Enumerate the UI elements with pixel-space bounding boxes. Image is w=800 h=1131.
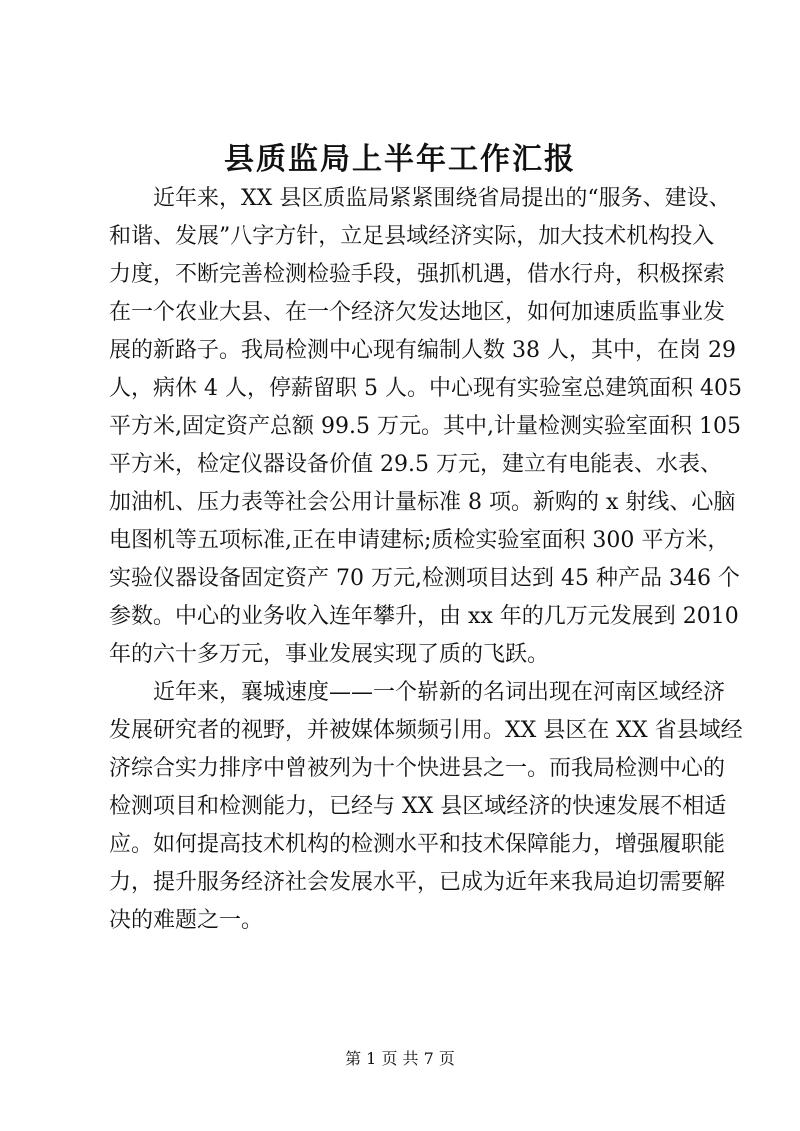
text-line: 力，提升服务经济社会发展水平，已成为近年来我局迫切需要解 <box>109 870 726 895</box>
paragraph <box>109 180 742 674</box>
text-line: 应。如何提高技术机构的检测水平和技术保障能力，增强履职能 <box>109 832 726 857</box>
text-line: 在一个农业大县、在一个经济欠发达地区，如何加速质监事业发 <box>109 300 726 325</box>
text-line: 年的六十多万元，事业发展实现了质的飞跃。 <box>109 642 550 667</box>
text-line: 检测项目和检测能力，已经与 XX 县区域经济的快速发展不相适 <box>109 794 727 819</box>
text-line: 力度，不断完善检测检验手段，强抓机遇，借水行舟，积极探索 <box>109 262 726 287</box>
paragraph <box>109 674 743 940</box>
text-line: 电图机等五项标准,正在申请建标;质检实验室面积 300 平方米， <box>109 528 730 553</box>
text-line: 人，病休 4 人，停薪留职 5 人。中心现有实验室总建筑面积 405 <box>109 376 742 401</box>
document-body <box>109 180 743 940</box>
text-line: 加油机、压力表等社会公用计量标准 8 项。新购的 x 射线、心脑 <box>109 490 736 515</box>
text-line: 济综合实力排序中曾被列为十个快进县之一。而我局检测中心的 <box>109 756 726 781</box>
text-line: 近年来，XX 县区质监局紧紧围绕省局提出的“服务、建设、 <box>153 186 731 211</box>
text-line: 近年来，襄城速度——一个崭新的名词出现在河南区域经济 <box>153 680 726 705</box>
text-line: 和谐、发展”八字方针，立足县域经济实际，加大技术机构投入 <box>109 224 715 249</box>
text-line: 决的难题之一。 <box>109 908 264 933</box>
text-line: 展的新路子。我局检测中心现有编制人数 38 人，其中，在岗 29 <box>109 338 736 363</box>
text-line: 平方米,固定资产总额 99.5 万元。其中,计量检测实验室面积 105 <box>109 414 741 439</box>
text-line: 实验仪器设备固定资产 70 万元,检测项目达到 45 种产品 346 个 <box>109 566 740 591</box>
text-line: 发展研究者的视野，并被媒体频频引用。XX 县区在 XX 省县域经 <box>109 718 743 743</box>
text-line: 平方米，检定仪器设备价值 29.5 万元，建立有电能表、水表、 <box>109 452 722 477</box>
document-title: 县质监局上半年工作汇报 <box>224 142 576 177</box>
text-line: 参数。中心的业务收入连年攀升，由 xx 年的几万元发展到 2010 <box>109 604 739 629</box>
page-footer: 第 1 页 共 7 页 <box>345 1049 455 1068</box>
